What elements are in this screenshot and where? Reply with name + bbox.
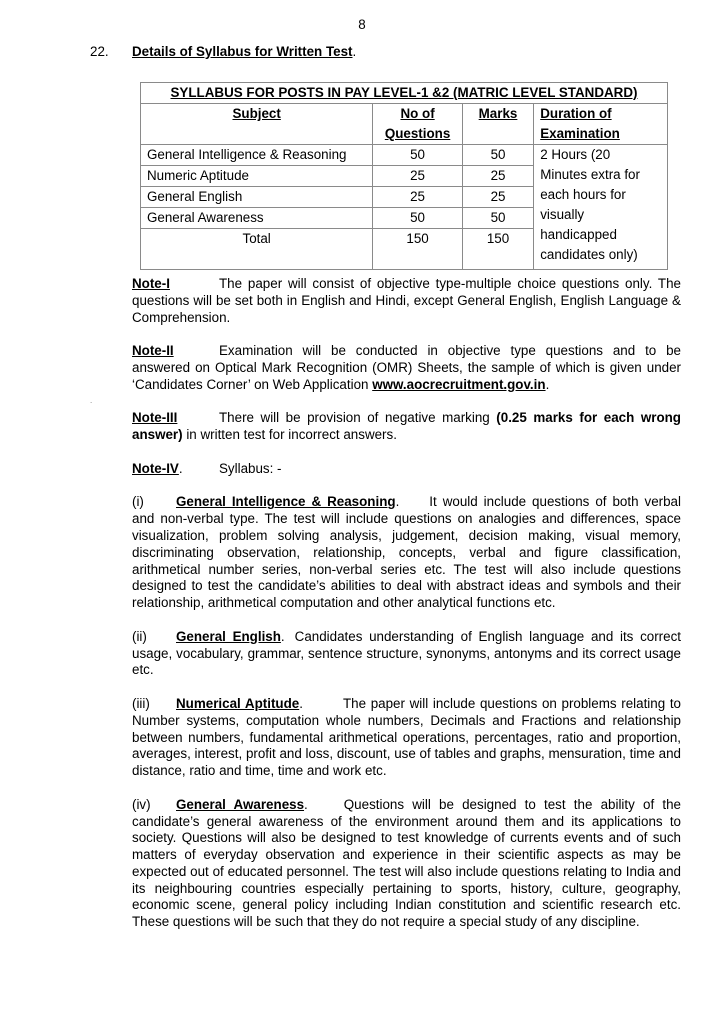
note-1-text: The paper will consist of objective type-multiple choice questions only. The questions will be set both in English and Hindi, except General English, English Language & Comprehension. bbox=[132, 276, 681, 325]
row-subject: General English bbox=[141, 187, 373, 208]
duration-line: 2 Hours (20 bbox=[540, 147, 611, 162]
table-row bbox=[141, 145, 668, 166]
section-title bbox=[132, 44, 356, 59]
note-3-bold: (0.25 marks for each wrong answer) bbox=[132, 410, 681, 443]
duration-line: candidates only) bbox=[540, 247, 638, 262]
row-marks: 25 bbox=[462, 187, 533, 208]
row-subject: General Intelligence & Reasoning bbox=[141, 145, 373, 166]
header-questions-line1: No of bbox=[400, 106, 435, 121]
duration-line: handicapped bbox=[540, 227, 617, 242]
notes-content bbox=[132, 276, 681, 948]
header-marks-text: Marks bbox=[478, 106, 518, 121]
header-questions-line2: Questions bbox=[384, 126, 451, 141]
syllabus-text: The paper will include questions on problems relating to Number systems, computation whole numbers, Decimals and Fractions and relationship between numbers, fundamental arithmetical operations, percentages, ratio and proportion, averages, interest, profit and loss, discount, use of tables and graphs, mensuration, time and distance, ratio and time, time and work etc. bbox=[132, 695, 681, 779]
section-title-text: Details of Syllabus for Written Test bbox=[132, 44, 353, 59]
row-marks: 25 bbox=[462, 166, 533, 187]
syllabus-num: (ii) bbox=[132, 628, 147, 644]
syllabus-item bbox=[132, 696, 681, 780]
section-number: 22. bbox=[90, 44, 109, 59]
header-subject-text: Subject bbox=[232, 106, 281, 121]
syllabus-item bbox=[132, 629, 681, 679]
syllabus-title: General Awareness bbox=[176, 796, 305, 812]
note-3-end: in written test for incorrect answers. bbox=[182, 427, 397, 443]
row-subject: Numeric Aptitude bbox=[141, 166, 373, 187]
syllabus-table bbox=[140, 82, 668, 270]
duration-line: visually bbox=[540, 207, 585, 222]
syllabus-num: (iii) bbox=[132, 695, 150, 711]
row-questions: 25 bbox=[373, 166, 463, 187]
table-caption-row bbox=[141, 83, 668, 104]
syllabus-title: Numerical Aptitude bbox=[176, 695, 300, 711]
syllabus-item bbox=[132, 797, 681, 931]
note-2-end: . bbox=[545, 376, 550, 392]
row-marks: 150 bbox=[462, 229, 533, 270]
duration-line: Minutes extra for bbox=[540, 167, 640, 182]
table-caption bbox=[141, 83, 668, 104]
syllabus-text: Candidates understanding of English language and its correct usage, vocabulary, grammar, sentence structure, synonyms, antonyms and its correct usage etc. bbox=[132, 628, 681, 678]
syllabus-title: General English bbox=[176, 628, 281, 644]
stray-dot: . bbox=[90, 396, 93, 405]
row-questions: 25 bbox=[373, 187, 463, 208]
note-1-label: Note-I bbox=[132, 276, 170, 291]
duration-line: each hours for bbox=[540, 187, 626, 202]
header-duration-line2: Examination bbox=[540, 126, 620, 141]
note-2-link[interactable]: www.aocrecruitment.gov.in bbox=[372, 376, 546, 392]
syllabus-title-suffix: . bbox=[395, 494, 400, 510]
note-3 bbox=[132, 410, 681, 444]
header-questions bbox=[373, 104, 463, 145]
syllabus-title: General Intelligence & Reasoning bbox=[176, 494, 396, 510]
note-2-label: Note-II bbox=[132, 343, 174, 359]
syllabus-num: (i) bbox=[132, 494, 144, 510]
note-4-text: Syllabus: - bbox=[219, 460, 282, 476]
header-duration-line1: Duration of bbox=[540, 106, 612, 121]
syllabus-num: (iv) bbox=[132, 796, 151, 812]
note-3-text: There will be provision of negative marking bbox=[219, 410, 497, 426]
syllabus-item bbox=[132, 494, 681, 612]
note-3-label: Note-III bbox=[132, 410, 178, 426]
note-2 bbox=[132, 343, 681, 393]
section-title-suffix: . bbox=[352, 44, 357, 59]
note-1 bbox=[132, 276, 681, 326]
page-number: 8 bbox=[358, 17, 366, 32]
row-questions: 50 bbox=[373, 208, 463, 229]
syllabus-text: Questions will be designed to test the ability of the candidate’s general awareness of the environment around them and its applications to society. Questions will also be designed to test knowledge of currents events and of such matters of everyday observation and experience in their scientific aspects as may be expected out of educated personnel. The test will also include questions relating to India and its neighbouring countries especially pertaining to sports, history, culture, geography, economic scene, general policy including Indian constitution and scientific research etc. These questions will be such that they do not require a special study of any discipline. bbox=[132, 796, 681, 930]
syllabus-text: It would include questions of both verbal and non-verbal type. The test will include questions on analogies and differences, space visualization, problem solving analysis, judgement, decision making, visual memory, discriminating observation, relationship, concepts, verbal and figure classification, arithmetical number series, non-verbal series etc. The test will also include questions designed to test the candidate’s abilities to deal with abstract ideas and symbols and their relationship, arithmetical computation and other analytical functions etc. bbox=[132, 494, 681, 611]
row-marks: 50 bbox=[462, 208, 533, 229]
syllabus-title-suffix: . bbox=[280, 628, 285, 644]
row-questions: 50 bbox=[373, 145, 463, 166]
table-caption-text: SYLLABUS FOR POSTS IN PAY LEVEL-1 &2 (MATRIC LEVEL STANDARD) bbox=[170, 85, 638, 100]
row-questions: 150 bbox=[373, 229, 463, 270]
header-duration bbox=[534, 104, 668, 145]
syllabus-title-suffix: . bbox=[304, 796, 308, 812]
row-subject: General Awareness bbox=[141, 208, 373, 229]
row-subject: Total bbox=[141, 229, 373, 270]
syllabus-title-suffix: . bbox=[299, 695, 303, 711]
row-marks: 50 bbox=[462, 145, 533, 166]
note-4 bbox=[132, 461, 681, 478]
header-subject bbox=[141, 104, 373, 145]
note-4-label: Note-IV bbox=[132, 460, 179, 476]
duration-cell bbox=[534, 145, 668, 270]
note-2-text: Examination will be conducted in objective type questions and to be answered on Optical Mark Recognition (OMR) Sheets, the sample of which is given under ‘Candidates Corner’ on Web Application bbox=[132, 343, 681, 392]
note-4-suffix: . bbox=[178, 460, 183, 476]
header-marks bbox=[462, 104, 533, 145]
table-header-row bbox=[141, 104, 668, 145]
